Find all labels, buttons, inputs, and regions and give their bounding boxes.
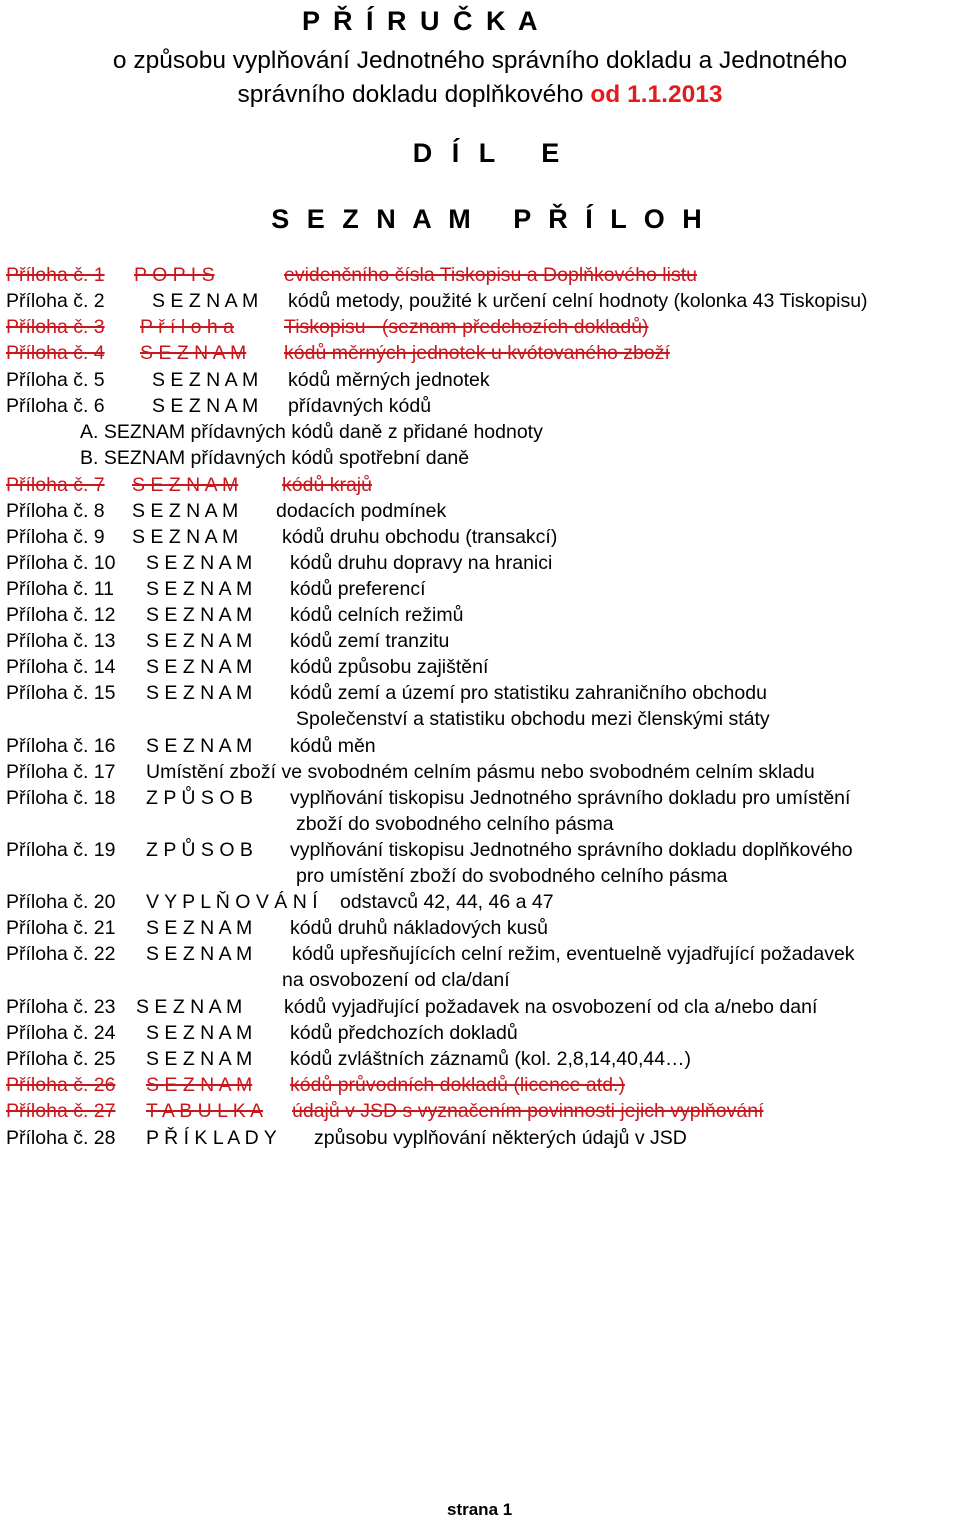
- appendix-kind: Z P Ů S O B: [146, 839, 253, 861]
- appendix-kind: S E Z N A M: [132, 526, 239, 548]
- appendix-description: Umístění zboží ve svobodném celním pásmu nebo svobodném celním skladu: [146, 761, 815, 783]
- appendix-label: Příloha č. 21: [6, 917, 116, 939]
- appendix-label: Příloha č. 1: [6, 264, 105, 286]
- appendix-description: údajů v JSD s vyznačením povinnosti jejich vyplňování: [292, 1100, 764, 1122]
- appendix-description: vyplňování tiskopisu Jednotného správního dokladu pro umístění: [290, 787, 851, 809]
- appendix-label: Příloha č. 23: [6, 996, 116, 1018]
- appendix-description: kódů celních režimů: [290, 604, 464, 626]
- appendix-description: kódů krajů: [282, 474, 372, 496]
- appendix-kind: S E Z N A M: [146, 1022, 253, 1044]
- appendix-label: Příloha č. 18: [6, 787, 116, 809]
- appendix-label: Příloha č. 25: [6, 1048, 116, 1070]
- appendix-row-3: [6, 314, 956, 340]
- appendix-row-23: [6, 994, 956, 1020]
- appendix-label: Příloha č. 9: [6, 526, 105, 548]
- appendix-row-9: [6, 524, 956, 550]
- appendix-row-17: [6, 759, 956, 785]
- appendix-row-15: [6, 680, 956, 706]
- appendix-row-4: [6, 340, 956, 366]
- appendix-row-16: [6, 733, 956, 759]
- appendix-label: Příloha č. 6: [6, 395, 105, 417]
- appendix-description: přídavných kódů: [288, 395, 432, 417]
- appendix-label: Příloha č. 2: [6, 290, 105, 312]
- appendix-row-8: [6, 498, 956, 524]
- appendix-kind: S E Z N A M: [146, 1074, 253, 1096]
- appendix-kind: S E Z N A M: [146, 578, 253, 600]
- appendix-kind: S E Z N A M: [132, 500, 239, 522]
- appendix-kind: P ř í l o h a: [140, 316, 234, 338]
- appendix-description: kódů způsobu zajištění: [290, 656, 489, 678]
- appendix-label: Příloha č. 10: [6, 552, 116, 574]
- appendix-kind: S E Z N A M: [146, 552, 253, 574]
- appendix-kind: S E Z N A M: [140, 342, 247, 364]
- appendix-kind: S E Z N A M: [132, 474, 239, 496]
- appendix-description: kódů upřesňujících celní režim, eventuelně vyjadřující požadavek: [292, 943, 855, 965]
- list-heading: S E Z N A M P Ř Í L O H: [271, 204, 707, 234]
- appendix-row-1: [6, 262, 956, 288]
- appendix-row-20: [6, 889, 956, 915]
- appendix-description-continued: na osvobození od cla/daní: [282, 969, 510, 991]
- appendix-row-2: [6, 288, 956, 314]
- appendix-label: Příloha č. 16: [6, 735, 116, 757]
- appendix-description-continued: Společenství a statistiku obchodu mezi členskými státy: [296, 708, 770, 730]
- appendix-description-continued: zboží do svobodného celního pásma: [296, 813, 614, 835]
- appendix-kind: S E Z N A M: [146, 917, 253, 939]
- appendix-label: Příloha č. 28: [6, 1127, 116, 1149]
- appendix-kind: S E Z N A M: [152, 369, 259, 391]
- appendix-description: Tiskopisu (seznam předchozích dokladů): [284, 316, 649, 338]
- document-subtitle-line2: [0, 78, 960, 112]
- appendix-kind: S E Z N A M: [146, 943, 253, 965]
- appendix-description: kódů metody, použité k určení celní hodnoty (kolonka 43 Tiskopisu): [288, 290, 868, 312]
- appendix-subitem-a: A. SEZNAM přídavných kódů daně z přidané hodnoty: [80, 421, 543, 443]
- appendix-label: Příloha č. 17: [6, 761, 116, 783]
- appendix-description: kódů vyjadřující požadavek na osvobození od cla a/nebo daní: [284, 996, 818, 1018]
- appendix-label: Příloha č. 7: [6, 474, 105, 496]
- appendix-description: odstavců 42, 44, 46 a 47: [340, 891, 554, 913]
- appendix-row-7: [6, 472, 956, 498]
- appendix-row-14: [6, 654, 956, 680]
- appendix-row-28: [6, 1125, 956, 1151]
- appendix-label: Příloha č. 8: [6, 500, 105, 522]
- appendix-description: kódů zemí a území pro statistiku zahraničního obchodu: [290, 682, 767, 704]
- appendix-description: kódů měn: [290, 735, 376, 757]
- appendix-description: kódů preferencí: [290, 578, 426, 600]
- appendix-description: dodacích podmínek: [276, 500, 447, 522]
- appendix-kind: V Y P L Ň O V Á N Í: [146, 891, 318, 913]
- appendix-kind: S E Z N A M: [146, 735, 253, 757]
- appendix-kind: T A B U L K A: [146, 1100, 264, 1122]
- appendix-kind: S E Z N A M: [146, 682, 253, 704]
- subtitle-text: správního dokladu doplňkového: [237, 81, 591, 108]
- appendix-row-10: [6, 550, 956, 576]
- appendix-label: Příloha č. 4: [6, 342, 105, 364]
- appendix-description: kódů zemí tranzitu: [290, 630, 450, 652]
- appendix-kind: S E Z N A M: [146, 656, 253, 678]
- appendix-kind: Z P Ů S O B: [146, 787, 253, 809]
- part-heading: D Í L E: [412, 138, 566, 168]
- appendix-description: kódů druhu obchodu (transakcí): [282, 526, 558, 548]
- appendix-label: Příloha č. 3: [6, 316, 105, 338]
- appendix-description: způsobu vyplňování některých údajů v JSD: [314, 1127, 687, 1149]
- appendix-row-24: [6, 1020, 956, 1046]
- appendix-description: kódů předchozích dokladů: [290, 1022, 518, 1044]
- appendix-kind: P O P I S: [134, 264, 215, 286]
- appendix-label: Příloha č. 22: [6, 943, 116, 965]
- appendix-row-27: [6, 1098, 956, 1124]
- appendix-label: Příloha č. 14: [6, 656, 116, 678]
- appendix-row-6: [6, 393, 956, 419]
- appendix-kind: S E Z N A M: [146, 604, 253, 626]
- appendix-row-11: [6, 576, 956, 602]
- appendix-label: Příloha č. 13: [6, 630, 116, 652]
- appendix-kind: P Ř Í K L A D Y: [146, 1127, 277, 1149]
- appendix-kind: S E Z N A M: [146, 630, 253, 652]
- appendix-subitem-b: B. SEZNAM přídavných kódů spotřební daně: [80, 447, 470, 469]
- appendix-description: kódů průvodních dokladů (licence atd.): [290, 1074, 625, 1096]
- appendix-label: Příloha č. 5: [6, 369, 105, 391]
- appendix-label: Příloha č. 12: [6, 604, 116, 626]
- appendix-description: kódů zvláštních záznamů (kol. 2,8,14,40,44…): [290, 1048, 692, 1070]
- appendix-kind: S E Z N A M: [146, 1048, 253, 1070]
- subtitle-date: od 1.1.2013: [590, 81, 723, 108]
- page-number: strana 1: [447, 1500, 513, 1519]
- appendix-label: Příloha č. 24: [6, 1022, 116, 1044]
- appendix-row-5: [6, 367, 956, 393]
- appendix-description: kódů druhu dopravy na hranici: [290, 552, 553, 574]
- appendix-kind: S E Z N A M: [152, 290, 259, 312]
- appendix-label: Příloha č. 27: [6, 1100, 116, 1122]
- appendix-kind: S E Z N A M: [136, 996, 243, 1018]
- appendix-kind: S E Z N A M: [152, 395, 259, 417]
- appendix-description: evidenčního čísla Tiskopisu a Doplňkového listu: [284, 264, 697, 286]
- appendix-row-25: [6, 1046, 956, 1072]
- appendix-row-12: [6, 602, 956, 628]
- appendix-row-13: [6, 628, 956, 654]
- document-title: P Ř Í R U Č K A: [302, 6, 541, 36]
- appendix-description-continued: pro umístění zboží do svobodného celního pásma: [296, 865, 728, 887]
- appendix-label: Příloha č. 26: [6, 1074, 116, 1096]
- appendix-row-18: [6, 785, 956, 811]
- appendix-description: kódů druhů nákladových kusů: [290, 917, 549, 939]
- document-subtitle-line1: o způsobu vyplňování Jednotného správního dokladu a Jednotného: [112, 47, 848, 74]
- appendix-row-21: [6, 915, 956, 941]
- appendix-label: Příloha č. 19: [6, 839, 116, 861]
- appendix-label: Příloha č. 11: [6, 578, 115, 600]
- appendix-label: Příloha č. 15: [6, 682, 116, 704]
- appendix-row-26: [6, 1072, 956, 1098]
- appendix-row-19: [6, 837, 956, 863]
- appendix-description: kódů měrných jednotek: [288, 369, 490, 391]
- appendix-description: kódů měrných jednotek u kvótovaného zboží: [284, 342, 670, 364]
- appendix-description: vyplňování tiskopisu Jednotného správního dokladu doplňkového: [290, 839, 853, 861]
- appendix-label: Příloha č. 20: [6, 891, 116, 913]
- appendix-row-22: [6, 941, 956, 967]
